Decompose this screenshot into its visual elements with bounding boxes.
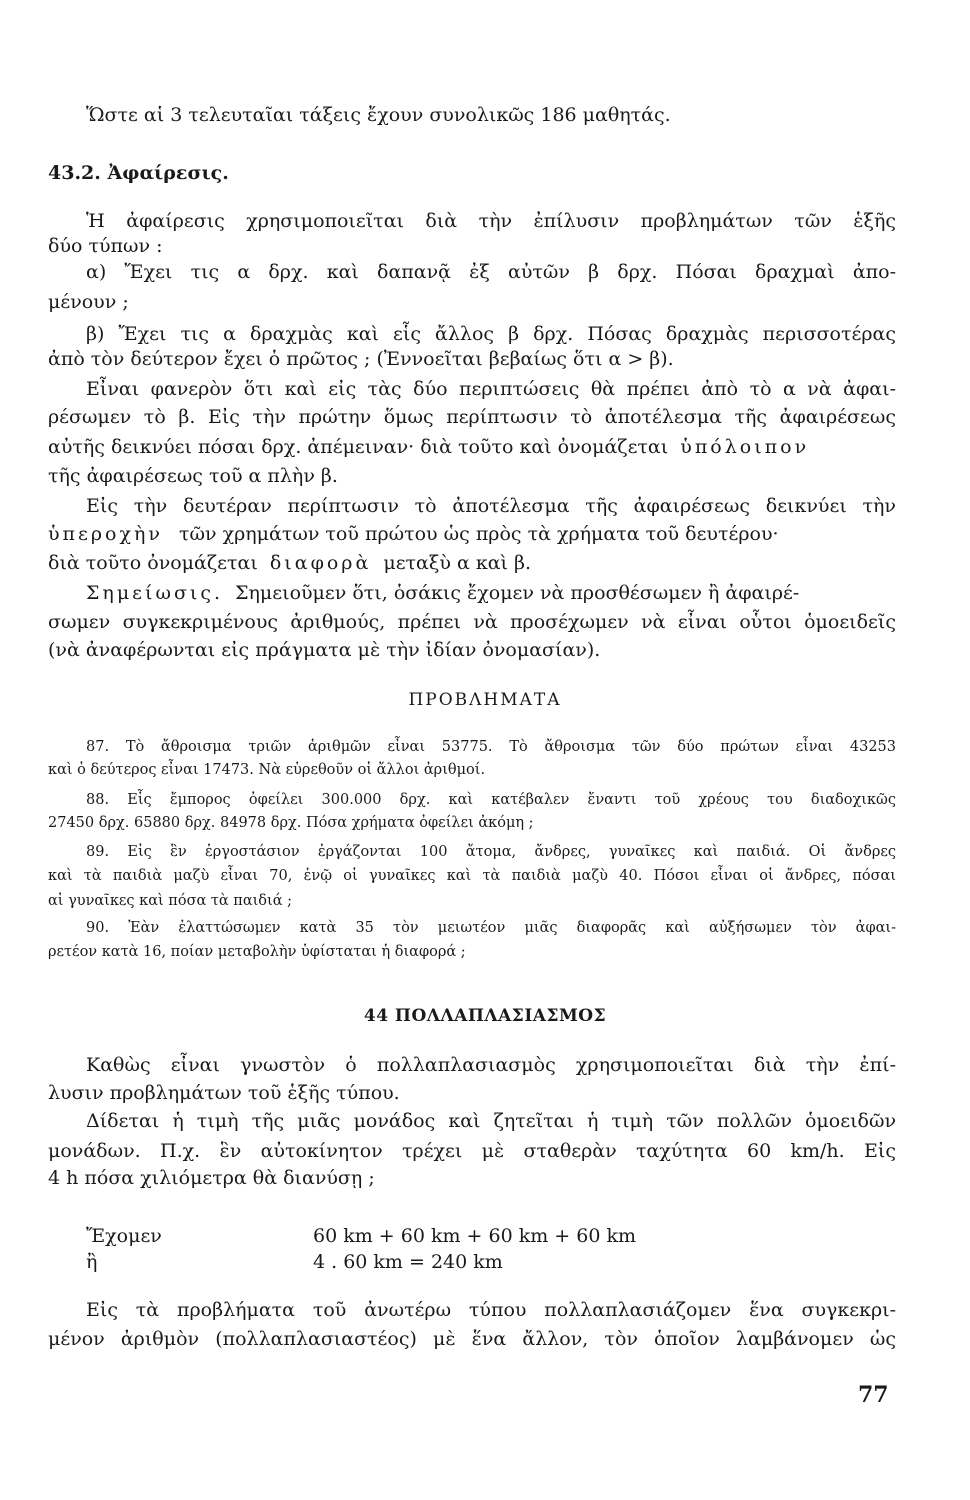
problem-line: καὶ ὁ δεύτερος εἶναι 17473. Νὰ εὑρεθοῦν οἱ ἄλλοι ἀριθμοί. — [48, 762, 486, 778]
problem-line: 88. Εἷς ἔμπορος ὀφείλει 300.000 δρχ. καὶ κατέβαλεν ἔναντι τοῦ χρέους του διαδοχικῶς — [86, 792, 896, 808]
section-heading-43-2: 43.2. Ἀφαίρεσις. — [48, 162, 229, 184]
page-number: 77 — [858, 1382, 889, 1408]
problem-line: 87. Τὸ ἄθροισμα τριῶν ἀριθμῶν εἶναι 53775. Τὸ ἄθροισμα τῶν δύο πρώτων εἶναι 43253 — [86, 739, 896, 755]
text-line: (νὰ ἀναφέρωνται εἰς πράγματα μὲ τὴν ἰδίαν ὀνομασίαν). — [48, 639, 601, 661]
text-run: διὰ τοῦτο ὀνομάζεται — [48, 552, 258, 574]
problem-line: 27450 δρχ. 65880 δρχ. 84978 δρχ. Πόσα χρήματα ὀφείλει ἀκόμη ; — [48, 815, 534, 831]
text-line: σωμεν συγκεκριμένους ἀριθμούς, πρέπει νὰ προσέχωμεν νὰ εἶναι οὗτοι ὁμοειδεῖς — [48, 611, 896, 633]
text-line: ἀπὸ τὸν δεύτερον ἔχει ὁ πρῶτος ; (Ἐννοεῖται βεβαίως ὅτι α > β). — [48, 348, 674, 370]
text-line: 4 h πόσα χιλιόμετρα θὰ διανύσῃ ; — [48, 1167, 375, 1189]
problem-line: αἱ γυναῖκες καὶ πόσα τὰ παιδιά ; — [48, 893, 293, 909]
section-heading-44: 44 ΠΟΛΛΑΠΛΑΣΙΑΣΜΟΣ — [363, 1006, 607, 1026]
text-line — [48, 435, 896, 459]
text-line — [48, 551, 896, 575]
text-run: τῶν χρημάτων τοῦ πρώτου ὡς πρὸς τὰ χρήματα τοῦ δευτέρου· — [178, 523, 779, 545]
text-line: Εἰς τὰ προβλήματα τοῦ ἀνωτέρω τύπου πολλαπλασιάζομεν ἕνα συγκεκρι- — [86, 1299, 896, 1321]
text-line: Καθὼς εἶναι γνωστὸν ὁ πολλαπλασιασμὸς χρησιμοποιεῖται διὰ τὴν ἐπί- — [86, 1054, 896, 1076]
term-remainder: ὑπόλοιπον — [680, 436, 810, 458]
text-line: Εἶναι φανερὸν ὅτι καὶ εἰς τὰς δύο περιπτώσεις θὰ πρέπει ἀπὸ τὸ α νὰ ἀφαι- — [86, 378, 896, 400]
text-line: λυσιν προβλημάτων τοῦ ἑξῆς τύπου. — [48, 1082, 400, 1104]
problem-line: 90. Ἐὰν ἐλαττώσωμεν κατὰ 35 τὸν μειωτέον μιᾶς διαφορᾶς καὶ αὐξήσωμεν τὸν ἀφαι- — [86, 920, 896, 936]
equation-label: Ἔχομεν — [86, 1225, 162, 1247]
text-line: μονάδων. Π.χ. ἓν αὐτοκίνητον τρέχει μὲ σταθερὰν ταχύτητα 60 km/h. Εἰς — [48, 1140, 896, 1162]
equation-expression: 4 . 60 km = 240 km — [313, 1251, 503, 1273]
text-line: μένον ἀριθμὸν (πολλαπλασιαστέος) μὲ ἕνα ἄλλον, τὸν ὁποῖον λαμβάνομεν ὡς — [48, 1328, 896, 1350]
text-run: μεταξὺ α καὶ β. — [383, 552, 532, 574]
text-line: Ὥστε αἱ 3 τελευταῖαι τάξεις ἔχουν συνολικῶς 186 μαθητάς. — [86, 104, 671, 126]
text-line: Εἰς τὴν δευτέραν περίπτωσιν τὸ ἀποτέλεσμα τῆς ἀφαιρέσεως δεικνύει τὴν — [86, 495, 896, 517]
text-line: α) Ἔχει τις α δρχ. καὶ δαπανᾷ ἐξ αὐτῶν β δρχ. Πόσαι δραχμαὶ ἀπο- — [86, 261, 896, 283]
problem-line: 89. Εἰς ἓν ἐργοστάσιον ἐργάζονται 100 ἄτομα, ἄνδρες, γυναῖκες καὶ παιδιά. Οἱ ἄνδρες — [86, 844, 896, 860]
problems-heading: ΠΡΟΒΛΗΜΑΤΑ — [408, 690, 562, 710]
problem-line: ρετέον κατὰ 16, ποίαν μεταβολὴν ὑφίσταται ἡ διαφορά ; — [48, 944, 466, 960]
text-line: δύο τύπων : — [48, 235, 163, 257]
equation-label: ἢ — [86, 1251, 98, 1273]
text-run: αὐτῆς δεικνύει πόσαι δρχ. ἀπέμειναν· διὰ τοῦτο καὶ ὀνομάζεται — [48, 436, 669, 458]
term-note: Σημείωσις. — [86, 582, 224, 604]
text-run: Σημειοῦμεν ὅτι, ὁσάκις ἔχομεν νὰ προσθέσωμεν ἢ ἀφαιρέ- — [235, 582, 800, 604]
text-line: β) Ἔχει τις α δραχμὰς καὶ εἷς ἄλλος β δρχ. Πόσας δραχμὰς περισσοτέρας — [86, 323, 896, 345]
text-line: τῆς ἀφαιρέσεως τοῦ α πλὴν β. — [48, 465, 338, 487]
text-line: μένουν ; — [48, 291, 129, 313]
problem-line: καὶ τὰ παιδιὰ μαζὺ εἶναι 70, ἐνῷ οἱ γυναῖκες καὶ τὰ παιδιὰ μαζὺ 40. Πόσοι εἶναι οἱ ἄνδρες, πόσαι — [48, 868, 896, 884]
text-line: ρέσωμεν τὸ β. Εἰς τὴν πρώτην ὅμως περίπτωσιν τὸ ἀποτέλεσμα τῆς ἀφαιρέσεως — [48, 406, 896, 428]
text-line: Δίδεται ἡ τιμὴ τῆς μιᾶς μονάδος καὶ ζητεῖται ἡ τιμὴ τῶν πολλῶν ὁμοειδῶν — [86, 1110, 896, 1132]
text-line — [48, 522, 896, 546]
text-line — [86, 581, 896, 605]
term-difference: διαφορὰ — [269, 552, 372, 574]
text-line: Ἡ ἀφαίρεσις χρησιμοποιεῖται διὰ τὴν ἐπίλυσιν προβλημάτων τῶν ἑξῆς — [86, 210, 896, 232]
term-excess: ὑπεροχὴν — [48, 523, 163, 545]
equation-expression: 60 km + 60 km + 60 km + 60 km — [313, 1225, 636, 1247]
